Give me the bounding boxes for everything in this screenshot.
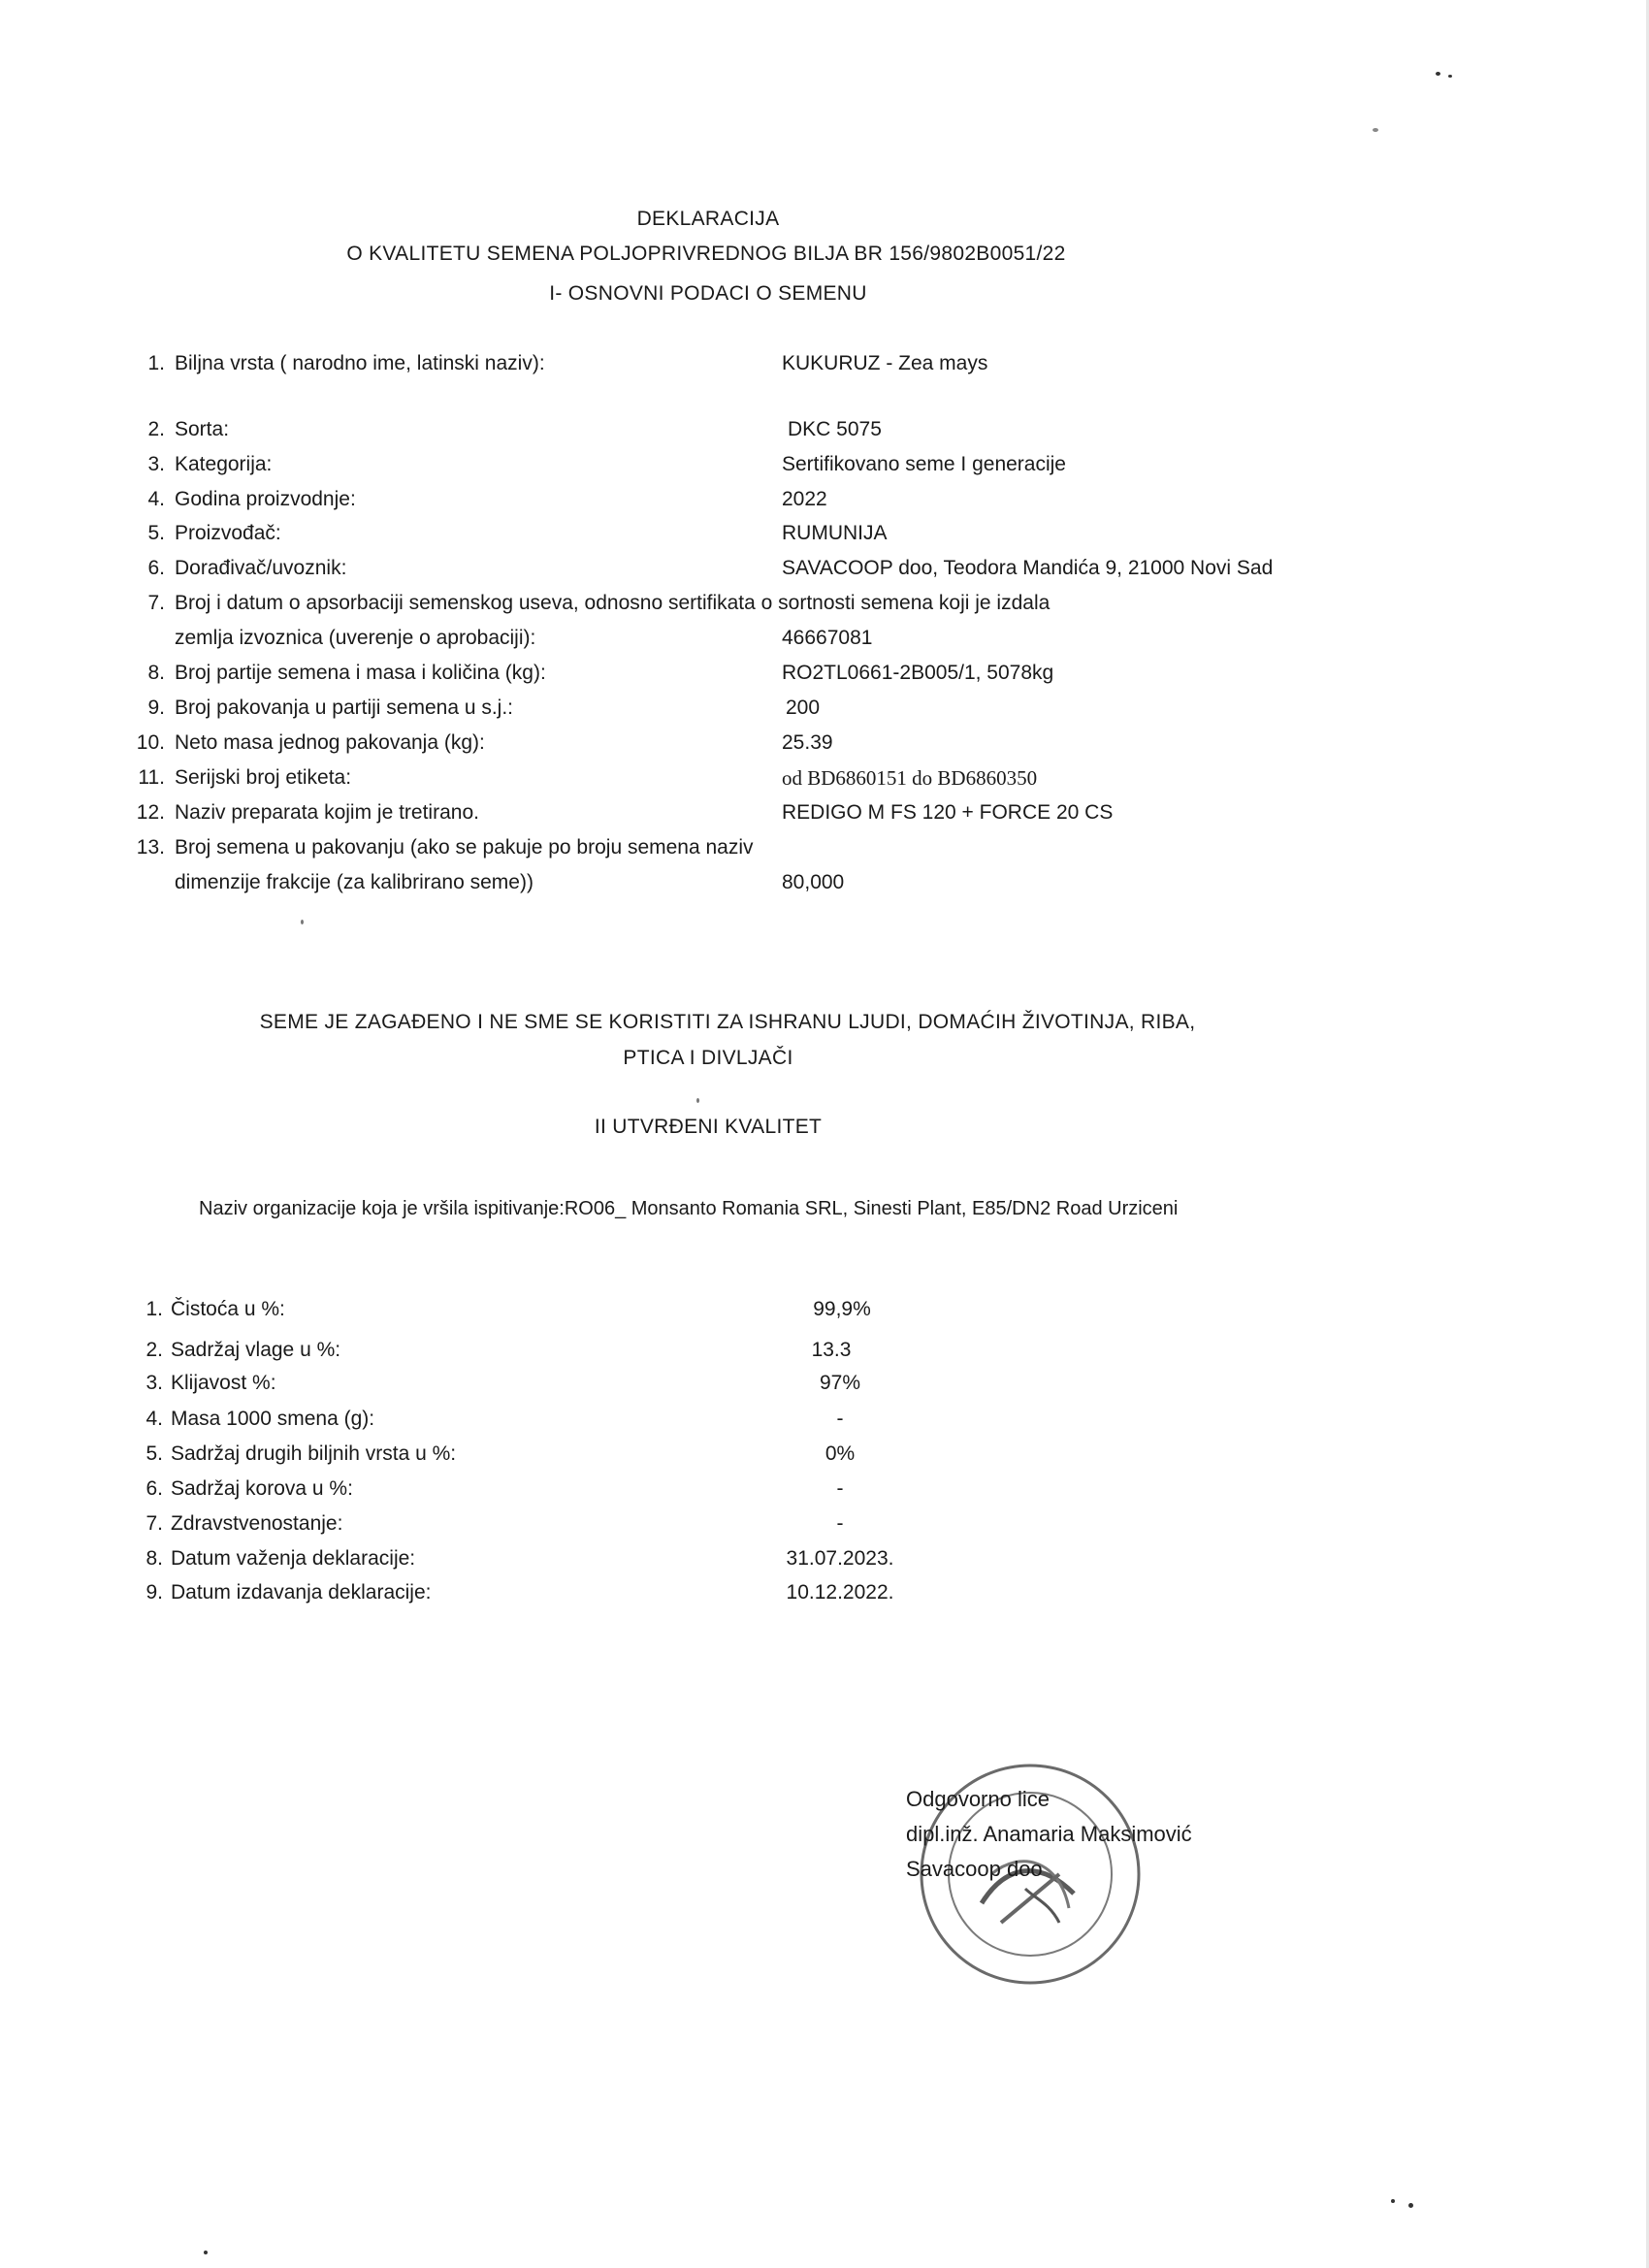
document-subtitle: O KVALITETU SEMENA POLJOPRIVREDNOG BILJA BR 156/9802B0051/22 [346, 243, 1066, 265]
document-title: DEKLARACIJA [636, 208, 780, 230]
testing-organization: Naziv organizacije koja je vršila ispitivanje:RO06_ Monsanto Romania SRL, Sinesti Plant, E85/DN2 Road Urziceni [199, 1198, 1179, 1219]
declaration-page: DEKLARACIJA O KVALITETU SEMENA POLJOPRIVREDNOG BILJA BR 156/9802B0051/22 I- OSNOVNI PODACI O SEMENU 1. Biljna vrsta ( narodno ime, latinski naziv): KUKURUZ - Zea mays 2. Sorta: DKC 5075 3. Kategorija: Sertifikovano seme I generacije 4. Godina proizvodnje: 2022 5. Proizvođač: RUMUNIJA 6. Dorađivač/uvoznik: SAVACOOP doo, Teodora Mandića 9, 21000 Novi Sad 7. Broj i datum o apsorbaciji semenskog useva, odnosno sertifikata o sortnosti semena koji je izdala zemlja izvoznica (uverenje o aprobaciji): 46667081 8. Broj partije semena i masa i količina (kg): RO2TL0661-2B005/1, 5078kg 9. Broj pakovanja u partiji semena u s.j.: 200 10. Neto masa jednog pakovanja (kg): 25.39 11. Serijski broj etiketa: od BD6860151 do BD6860350 12. Naziv preparata kojim je tretirano. REDIGO M FS 120 + FORCE 20 CS 13. Broj semena u pakovanju (ako se pakuje po broju semena naziv dimenzije frakcije (za kalibrirano seme)) 80,000 SEME JE ZAGAĐENO I NE SME SE KORISTITI ZA ISHRANU LJUDI, DOMAĆIH ŽIVOTINJA, RIBA, PTICA I DIVLJAČI II UTVRĐENI KVALITET Naziv organizacije koja je vršila ispitivanje:RO06_ Monsanto Romania SRL, Sinesti Plant, E85/DN2 Road Urziceni 1. Čistoća u %: 99,9% 2. Sadržaj vlage u %: 13.3 3. Klijavost %: 97% 4. Masa 1000 smena (g): - 5. Sadržaj drugih biljnih vrsta u %: 0% 6. Sadržaj korova u %: - 7. Zdravstvenostanje: - 8. Datum važenja deklaracije: 31.07.2023. 9. Datum izdavanja deklaracije: 10.12.2022. Odgovorno lice dipl.inž. Anamaria Maksimović Savacoop doo [0, 0, 1649, 2268]
scan-speck [1408, 2203, 1413, 2208]
scan-speck [301, 920, 304, 924]
signature-name: dipl.inž. Anamaria Maksimović [906, 1822, 1192, 1846]
scan-speck [1391, 2199, 1395, 2203]
scan-speck [696, 1098, 699, 1103]
signature-title: Odgovorno lice [906, 1787, 1050, 1811]
scan-speck [1373, 128, 1378, 132]
warning-line-2: PTICA I DIVLJAČI [623, 1047, 793, 1069]
section-2-heading: II UTVRĐENI KVALITET [594, 1116, 823, 1138]
scan-speck [1436, 72, 1440, 76]
signature-company: Savacoop doo [906, 1857, 1043, 1881]
scan-speck [204, 2251, 208, 2254]
warning-line-1: SEME JE ZAGAĐENO I NE SME SE KORISTITI ZA ISHRANU LJUDI, DOMAĆIH ŽIVOTINJA, RIBA, [259, 1011, 1196, 1033]
section-1-heading: I- OSNOVNI PODACI O SEMENU [549, 282, 867, 305]
scan-speck [1448, 75, 1452, 78]
